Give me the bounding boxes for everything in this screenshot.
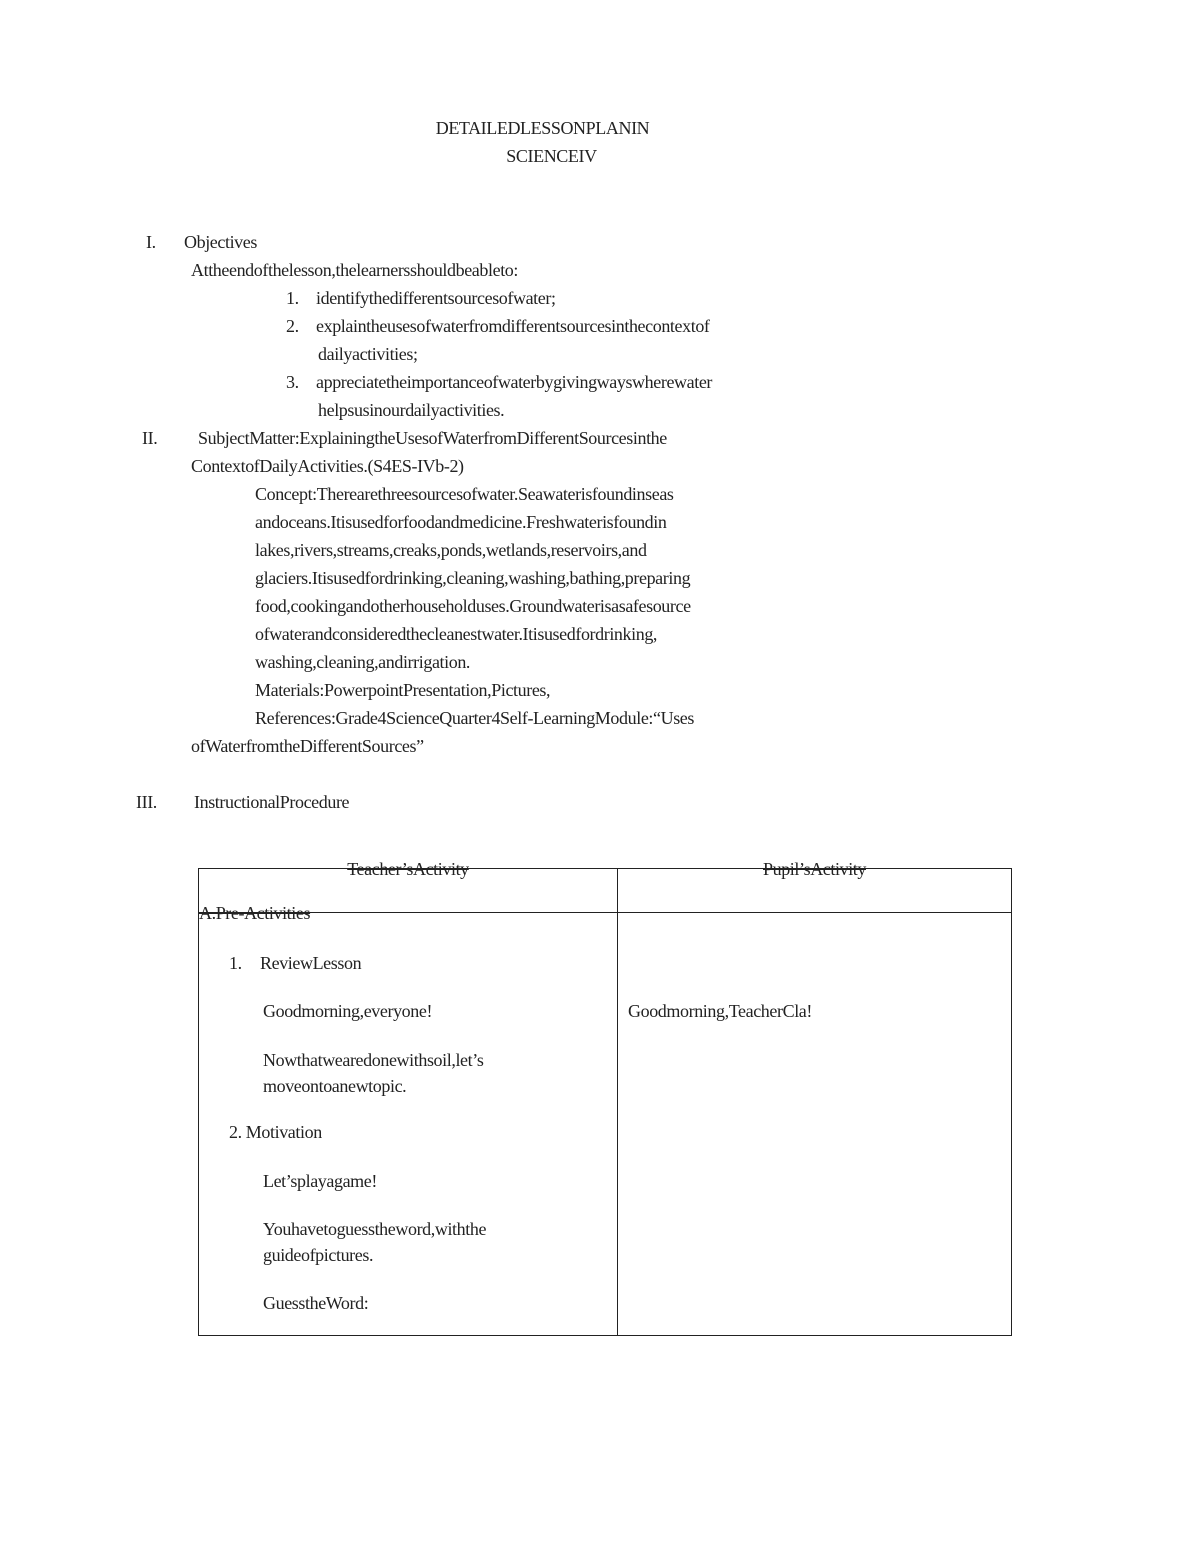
procedure-numeral: III. xyxy=(136,792,157,812)
activity-table xyxy=(198,859,1012,1336)
objective-1-text: identifythedifferentsourcesofwater; xyxy=(316,288,556,308)
guess-instruction-line-2: guideofpictures. xyxy=(263,1245,374,1265)
teacher-activity-cell xyxy=(199,903,618,1336)
objective-3-text-line-2: helpsusinourdailyactivities. xyxy=(318,400,505,420)
objective-3-text-line-1: appreciatetheimportanceofwaterbygivingwayswherewater xyxy=(316,372,713,392)
table-header-row xyxy=(199,869,1012,913)
transition-line-1: Nowthatwearedonewithsoil,let’s xyxy=(263,1050,484,1070)
references-line-1: References:Grade4ScienceQuarter4Self-LearningModule:“Uses xyxy=(255,708,694,728)
table-body-row xyxy=(199,913,1012,1336)
subject-matter-line-2: ContextofDailyActivities.(S4ES-IVb-2) xyxy=(191,456,464,476)
concept-line-2: andoceans.Itisusedforfoodandmedicine.Freshwaterisfoundin xyxy=(255,512,667,532)
references-line-2: ofWaterfromtheDifferentSources” xyxy=(191,736,424,756)
objectives-heading: Objectives xyxy=(184,232,257,252)
concept-line-6: ofwaterandconsideredthecleanestwater.Itisusedfordrinking, xyxy=(255,624,658,644)
subject-matter-line-1: SubjectMatter:ExplainingtheUsesofWaterfromDifferentSourcesinthe xyxy=(198,428,667,448)
subject-matter-numeral: II. xyxy=(142,428,158,448)
pupil-activity-header-cell xyxy=(618,859,1012,913)
concept-line-7: washing,cleaning,andirrigation. xyxy=(255,652,471,672)
concept-line-3: lakes,rivers,streams,creaks,ponds,wetlands,reservoirs,and xyxy=(255,540,647,560)
objective-2-text-line-2: dailyactivities; xyxy=(318,344,418,364)
objective-2-text-line-1: explaintheusesofwaterfromdifferentsourcesinthecontextof xyxy=(316,316,710,336)
title-line-2: SCIENCEIV xyxy=(506,146,597,166)
pupil-greeting: Goodmorning,TeacherCla! xyxy=(628,1001,812,1021)
guess-instruction-line-1: Youhavetoguesstheword,withthe xyxy=(263,1219,487,1239)
objectives-intro: Attheendofthelesson,thelearnersshouldbeableto: xyxy=(191,260,518,280)
review-lesson-heading: ReviewLesson xyxy=(260,953,362,973)
title-line-1: DETAILEDLESSONPLANIN xyxy=(435,118,650,138)
materials-line: Materials:PowerpointPresentation,Pictures, xyxy=(255,680,551,700)
pupil-activity-cell xyxy=(618,913,1012,1336)
objective-2-number: 2. xyxy=(286,316,299,336)
concept-line-1: Concept:Therearethreesourcesofwater.Seawaterisfoundinseas xyxy=(255,484,674,504)
review-number: 1. xyxy=(229,953,242,973)
game-instruction: Let’splayagame! xyxy=(263,1171,377,1191)
objectives-numeral: I. xyxy=(146,232,156,252)
objective-3-number: 3. xyxy=(286,372,299,392)
guess-the-word-label: GuesstheWord: xyxy=(263,1293,369,1313)
concept-line-4: glaciers.Itisusedfordrinking,cleaning,washing,bathing,preparing xyxy=(255,568,691,588)
procedure-heading: InstructionalProcedure xyxy=(194,792,350,812)
motivation-heading: 2. Motivation xyxy=(229,1122,322,1142)
teacher-greeting: Goodmorning,everyone! xyxy=(263,1001,433,1021)
concept-line-5: food,cookingandotherhouseholduses.Groundwaterisasafesource xyxy=(255,596,691,616)
transition-line-2: moveontoanewtopic. xyxy=(263,1076,407,1096)
objective-1-number: 1. xyxy=(286,288,299,308)
section-pre-activities: A.Pre-Activities xyxy=(199,903,311,923)
teacher-activity-header: Teacher’sActivity xyxy=(347,859,469,879)
pupil-activity-header: Pupil’sActivity xyxy=(762,859,866,879)
